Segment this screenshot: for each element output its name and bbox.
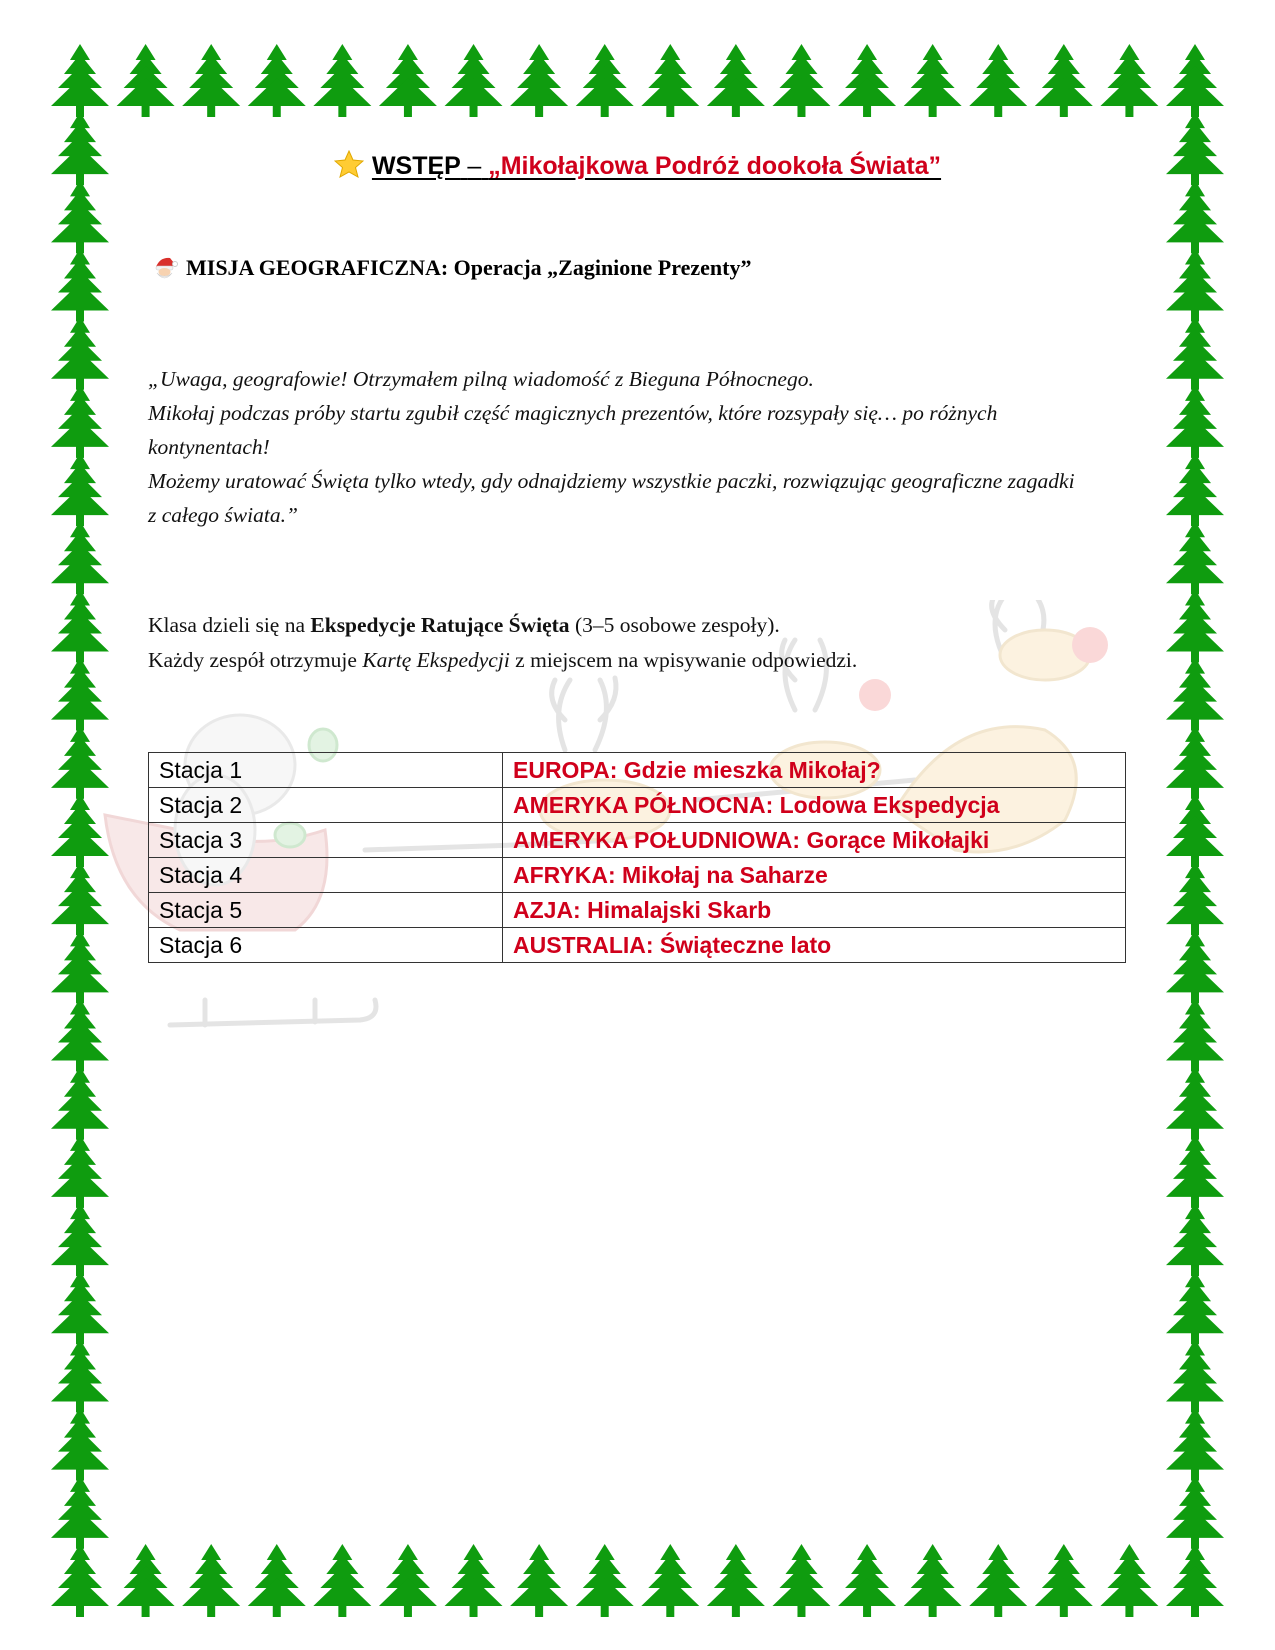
quote-line: „Uwaga, geografowie! Otrzymałem pilną wiadomość z Bieguna Północnego. bbox=[148, 367, 814, 391]
tree-icon bbox=[445, 1544, 503, 1617]
quote-line: Mikołaj podczas próby startu zgubił część magicznych prezentów, które rozsypały się… po różnych kontynentach! bbox=[148, 401, 998, 459]
instruction-text: z miejscem na wpisywanie odpowiedzi. bbox=[509, 648, 858, 672]
title-dash: – bbox=[467, 152, 482, 180]
tree-icon bbox=[51, 180, 109, 253]
task-cell: AZJA: Himalajski Skarb bbox=[503, 893, 1126, 928]
tree-icon bbox=[1035, 1544, 1093, 1617]
tree-icon bbox=[576, 1544, 634, 1617]
tree-icon bbox=[1166, 1271, 1224, 1344]
tree-icon bbox=[1166, 999, 1224, 1072]
tree-icon bbox=[838, 44, 896, 117]
tree-icon bbox=[51, 1271, 109, 1344]
card-name: Kartę Ekspedycji bbox=[362, 648, 510, 672]
instruction-text: (3–5 osobowe zespoły). bbox=[569, 613, 780, 637]
tree-icon bbox=[51, 1135, 109, 1208]
task-cell: AMERYKA PÓŁNOCNA: Lodowa Ekspedycja bbox=[503, 788, 1126, 823]
tree-icon bbox=[1166, 521, 1224, 594]
stations-table bbox=[148, 752, 1126, 963]
tree-icon bbox=[1166, 1408, 1224, 1481]
tree-icon bbox=[1166, 862, 1224, 935]
tree-icon bbox=[1166, 930, 1224, 1003]
tree-icon bbox=[1166, 453, 1224, 526]
station-cell: Stacja 2 bbox=[149, 788, 503, 823]
tree-icon bbox=[707, 44, 765, 117]
table-row bbox=[149, 823, 1126, 858]
instruction-line bbox=[148, 608, 1108, 643]
story-quote bbox=[148, 362, 1088, 532]
tree-icon bbox=[117, 1544, 175, 1617]
tree-icon bbox=[313, 1544, 371, 1617]
tree-icon bbox=[248, 1544, 306, 1617]
tree-icon bbox=[1166, 44, 1224, 117]
tree-icon bbox=[641, 1544, 699, 1617]
station-cell: Stacja 5 bbox=[149, 893, 503, 928]
mission-text: MISJA GEOGRAFICZNA: Operacja „Zaginione Prezenty” bbox=[186, 255, 752, 280]
tree-icon bbox=[904, 1544, 962, 1617]
tree-icon bbox=[313, 44, 371, 117]
instruction-text: Klasa dzieli się na bbox=[148, 613, 311, 637]
tree-icon bbox=[1166, 1067, 1224, 1140]
tree-icon bbox=[772, 1544, 830, 1617]
tree-icon bbox=[248, 44, 306, 117]
tree-icon bbox=[51, 521, 109, 594]
tree-icon bbox=[510, 1544, 568, 1617]
tree-icon bbox=[1166, 658, 1224, 731]
tree-icon bbox=[969, 1544, 1027, 1617]
tree-icon bbox=[1166, 385, 1224, 458]
tree-icon bbox=[51, 453, 109, 526]
table-row bbox=[149, 753, 1126, 788]
table-row bbox=[149, 858, 1126, 893]
task-cell: EUROPA: Gdzie mieszka Mikołaj? bbox=[503, 753, 1126, 788]
quote-line: Możemy uratować Święta tylko wtedy, gdy odnajdziemy wszystkie paczki, rozwiązując geograficzne zagadki z całego świata.” bbox=[148, 469, 1075, 527]
tree-icon bbox=[969, 44, 1027, 117]
tree-icon bbox=[51, 1408, 109, 1481]
tree-icon bbox=[838, 1544, 896, 1617]
station-cell: Stacja 3 bbox=[149, 823, 503, 858]
tree-icon bbox=[641, 44, 699, 117]
tree-icon bbox=[51, 317, 109, 390]
task-cell: AFRYKA: Mikołaj na Saharze bbox=[503, 858, 1126, 893]
tree-icon bbox=[1166, 180, 1224, 253]
task-cell: AUSTRALIA: Świąteczne lato bbox=[503, 928, 1126, 963]
tree-icon bbox=[1166, 249, 1224, 322]
instruction-line bbox=[148, 643, 1108, 678]
tree-icon bbox=[1166, 726, 1224, 799]
class-instructions bbox=[148, 608, 1108, 678]
santa-icon bbox=[152, 255, 178, 281]
table-row bbox=[149, 928, 1126, 963]
tree-icon bbox=[1166, 1476, 1224, 1549]
tree-icon bbox=[51, 249, 109, 322]
tree-icon bbox=[1166, 589, 1224, 662]
tree-icon bbox=[1100, 1544, 1158, 1617]
tree-icon bbox=[1166, 317, 1224, 390]
tree-icon bbox=[1035, 44, 1093, 117]
task-cell: AMERYKA POŁUDNIOWA: Gorące Mikołajki bbox=[503, 823, 1126, 858]
tree-icon bbox=[1166, 794, 1224, 867]
tree-icon bbox=[51, 1067, 109, 1140]
tree-icon bbox=[51, 1544, 109, 1617]
tree-icon bbox=[1100, 44, 1158, 117]
tree-icon bbox=[1166, 1339, 1224, 1412]
station-cell: Stacja 4 bbox=[149, 858, 503, 893]
tree-icon bbox=[51, 385, 109, 458]
tree-icon bbox=[1166, 1135, 1224, 1208]
tree-icon bbox=[51, 1476, 109, 1549]
table-row bbox=[149, 788, 1126, 823]
team-name: Ekspedycje Ratujące Święta bbox=[310, 613, 570, 637]
tree-icon bbox=[1166, 1203, 1224, 1276]
tree-icon bbox=[576, 44, 634, 117]
mission-heading bbox=[152, 255, 751, 281]
tree-icon bbox=[379, 44, 437, 117]
instruction-text: Każdy zespół otrzymuje bbox=[148, 648, 363, 672]
page-title bbox=[0, 150, 1275, 181]
tree-icon bbox=[182, 1544, 240, 1617]
tree-icon bbox=[379, 1544, 437, 1617]
tree-icon bbox=[51, 44, 109, 117]
title-lead: WSTĘP bbox=[371, 152, 461, 180]
title-highlight: „Mikołajkowa Podróż dookoła Świata” bbox=[488, 152, 942, 180]
tree-icon bbox=[904, 44, 962, 117]
tree-icon bbox=[707, 1544, 765, 1617]
tree-icon bbox=[117, 44, 175, 117]
station-cell: Stacja 1 bbox=[149, 753, 503, 788]
tree-icon bbox=[51, 1203, 109, 1276]
tree-icon bbox=[182, 44, 240, 117]
star-icon bbox=[334, 150, 364, 178]
station-cell: Stacja 6 bbox=[149, 928, 503, 963]
table-row bbox=[149, 893, 1126, 928]
tree-icon bbox=[1166, 1544, 1224, 1617]
tree-icon bbox=[772, 44, 830, 117]
tree-icon bbox=[51, 1339, 109, 1412]
tree-icon bbox=[510, 44, 568, 117]
tree-icon bbox=[445, 44, 503, 117]
